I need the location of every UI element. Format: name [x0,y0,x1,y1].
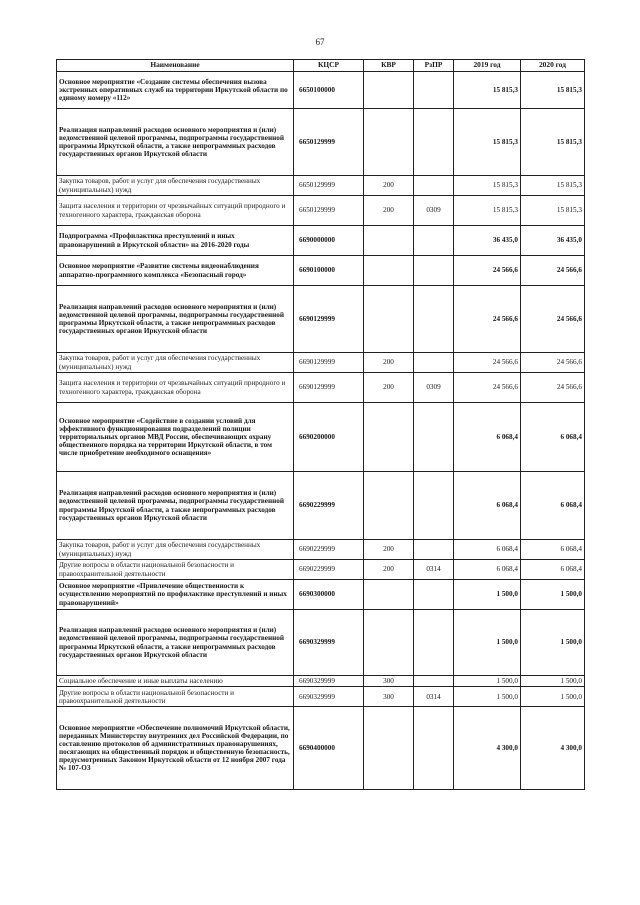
cell-kcsr: 6690100000 [294,256,364,286]
cell-2019: 15 815,3 [454,72,521,109]
cell-kvr [364,707,414,790]
table-row [57,403,585,472]
cell-2020: 15 815,3 [521,176,585,196]
cell-kcsr: 6690329999 [294,676,364,687]
cell-rzpr [414,540,454,560]
cell-rzpr: 0314 [414,560,454,580]
cell-kvr [364,72,414,109]
cell-name: Реализация направлений расходов основного мероприятия и (или) ведомственной целевой программы, подпрограммы государственной программы Иркутской области, а также непрограммных расходов государственных органов Иркутской области [57,472,294,540]
cell-name: Основное мероприятие «Создание системы обеспечения вызова экстренных оперативных служб на территории Иркутской области по единому номеру «112» [57,72,294,109]
cell-rzpr: 0309 [414,196,454,226]
cell-kvr: 300 [364,676,414,687]
cell-2020: 1 500,0 [521,687,585,707]
cell-kvr [364,403,414,472]
cell-kvr: 300 [364,687,414,707]
header-2019: 2019 год [454,60,521,72]
table-row [57,610,585,676]
table-row [57,286,585,353]
cell-rzpr [414,256,454,286]
cell-2019: 6 068,4 [454,403,521,472]
cell-name: Другие вопросы в области национальной безопасности и правоохранительной деятельности [57,687,294,707]
cell-rzpr [414,226,454,256]
cell-2019: 1 500,0 [454,580,521,610]
cell-2020: 15 815,3 [521,196,585,226]
cell-2019: 15 815,3 [454,109,521,176]
cell-kcsr: 6650129999 [294,176,364,196]
table-header-row [57,60,585,72]
cell-2020: 6 068,4 [521,560,585,580]
cell-name: Основное мероприятие «Привлечение общественности к осуществлению мероприятий по профилактике преступлений и иных правонарушений» [57,580,294,610]
cell-kcsr: 6690229999 [294,472,364,540]
cell-kvr: 200 [364,176,414,196]
cell-name: Основное мероприятие «Обеспечение полномочий Иркутской области, переданных Министерству внутренних дел Российской Федерации, по составлению протоколов об административных правонарушениях, посягающих на общественный порядок и общественную безопасность, предусмотренных Законом Иркутской области от 12 ноября 2007 года № 107-ОЗ [57,707,294,790]
cell-kvr [364,109,414,176]
cell-2019: 1 500,0 [454,687,521,707]
cell-2019: 6 068,4 [454,540,521,560]
cell-2019: 1 500,0 [454,676,521,687]
cell-2020: 1 500,0 [521,676,585,687]
table-row [57,353,585,373]
header-kcsr: КЦСР [294,60,364,72]
cell-2020: 15 815,3 [521,72,585,109]
cell-rzpr [414,403,454,472]
cell-2020: 6 068,4 [521,540,585,560]
cell-kcsr: 6690229999 [294,560,364,580]
cell-name: Реализация направлений расходов основного мероприятия и (или) ведомственной целевой программы, подпрограммы государственной программы Иркутской области, а также непрограммных расходов государственных органов Иркутской области [57,109,294,176]
cell-name: Основное мероприятие «Развитие системы видеонаблюдения аппаратно-программного комплекса «Безопасный город» [57,256,294,286]
cell-2019: 24 566,6 [454,353,521,373]
cell-kvr: 200 [364,560,414,580]
table-row [57,560,585,580]
cell-2019: 24 566,6 [454,286,521,353]
page-number: 67 [315,37,325,47]
cell-2019: 6 068,4 [454,472,521,540]
cell-name: Основное мероприятие «Содействие в создании условий для эффективного функционирования подразделений полиции территориальных органов МВД России, обеспечивающих охрану общественного порядка на территории Иркутской области, в том числе приобретение необходимого оснащения» [57,403,294,472]
header-name: Наименование [57,60,294,72]
cell-kcsr: 6690129999 [294,353,364,373]
table-row [57,373,585,403]
table-row [57,256,585,286]
cell-kvr: 200 [364,196,414,226]
cell-2020: 1 500,0 [521,580,585,610]
cell-name: Реализация направлений расходов основного мероприятия и (или) ведомственной целевой программы, подпрограммы государственной программы Иркутской области, а также непрограммных расходов государственных органов Иркутской области [57,286,294,353]
table-row [57,472,585,540]
cell-rzpr [414,286,454,353]
cell-kcsr: 6690329999 [294,610,364,676]
header-rzpr: РзПР [414,60,454,72]
cell-rzpr [414,72,454,109]
cell-rzpr [414,580,454,610]
cell-kvr: 200 [364,373,414,403]
cell-2020: 15 815,3 [521,109,585,176]
table-row [57,540,585,560]
cell-2020: 6 068,4 [521,403,585,472]
cell-kvr [364,226,414,256]
cell-kcsr: 6690129999 [294,286,364,353]
cell-rzpr [414,610,454,676]
cell-2020: 24 566,6 [521,373,585,403]
cell-2020: 36 435,0 [521,226,585,256]
cell-rzpr: 0309 [414,373,454,403]
cell-2019: 36 435,0 [454,226,521,256]
cell-name: Социальное обеспечение и иные выплаты населению [57,676,294,687]
cell-rzpr [414,472,454,540]
cell-name: Закупка товаров, работ и услуг для обеспечения государственных (муниципальных) нужд [57,176,294,196]
cell-2019: 24 566,6 [454,256,521,286]
cell-2020: 6 068,4 [521,472,585,540]
cell-rzpr [414,676,454,687]
cell-2020: 1 500,0 [521,610,585,676]
cell-name: Закупка товаров, работ и услуг для обеспечения государственных (муниципальных) нужд [57,353,294,373]
cell-kvr [364,286,414,353]
cell-name: Подпрограмма «Профилактика преступлений и иных правонарушений в Иркутской области» на 2016-2020 годы [57,226,294,256]
cell-kvr [364,256,414,286]
table-row [57,707,585,790]
table-row [57,176,585,196]
cell-kcsr: 6650129999 [294,109,364,176]
cell-rzpr [414,707,454,790]
cell-kvr [364,610,414,676]
cell-kcsr: 6690229999 [294,540,364,560]
table-body [57,72,585,790]
header-2020: 2020 год [521,60,585,72]
cell-name: Защита населения и территории от чрезвычайных ситуаций природного и техногенного характера, гражданская оборона [57,196,294,226]
table-row [57,687,585,707]
header-kvr: КВР [364,60,414,72]
cell-kcsr: 6690000000 [294,226,364,256]
cell-kvr: 200 [364,540,414,560]
table-row [57,580,585,610]
cell-2019: 15 815,3 [454,176,521,196]
cell-kcsr: 6690400000 [294,707,364,790]
table-row [57,196,585,226]
cell-rzpr [414,353,454,373]
cell-2020: 24 566,6 [521,353,585,373]
cell-2019: 4 300,0 [454,707,521,790]
budget-table [56,59,585,790]
cell-rzpr [414,176,454,196]
cell-kvr [364,472,414,540]
cell-2019: 15 815,3 [454,196,521,226]
cell-kvr [364,580,414,610]
table-row [57,226,585,256]
cell-2019: 6 068,4 [454,560,521,580]
cell-2020: 24 566,6 [521,286,585,353]
cell-name: Защита населения и территории от чрезвычайных ситуаций природного и техногенного характера, гражданская оборона [57,373,294,403]
cell-kcsr: 6690300000 [294,580,364,610]
table-row [57,109,585,176]
cell-name: Закупка товаров, работ и услуг для обеспечения государственных (муниципальных) нужд [57,540,294,560]
cell-2020: 4 300,0 [521,707,585,790]
cell-name: Реализация направлений расходов основного мероприятия и (или) ведомственной целевой программы, подпрограммы государственной программы Иркутской области, а также непрограммных расходов государственных органов Иркутской области [57,610,294,676]
cell-2019: 1 500,0 [454,610,521,676]
table-row [57,72,585,109]
cell-kcsr: 6690129999 [294,373,364,403]
cell-kcsr: 6650100000 [294,72,364,109]
cell-2019: 24 566,6 [454,373,521,403]
cell-rzpr [414,109,454,176]
cell-2020: 24 566,6 [521,256,585,286]
cell-kcsr: 6690200000 [294,403,364,472]
cell-rzpr: 0314 [414,687,454,707]
cell-kvr: 200 [364,353,414,373]
cell-kcsr: 6690329999 [294,687,364,707]
cell-kcsr: 6650129999 [294,196,364,226]
table-row [57,676,585,687]
cell-name: Другие вопросы в области национальной безопасности и правоохранительной деятельности [57,560,294,580]
